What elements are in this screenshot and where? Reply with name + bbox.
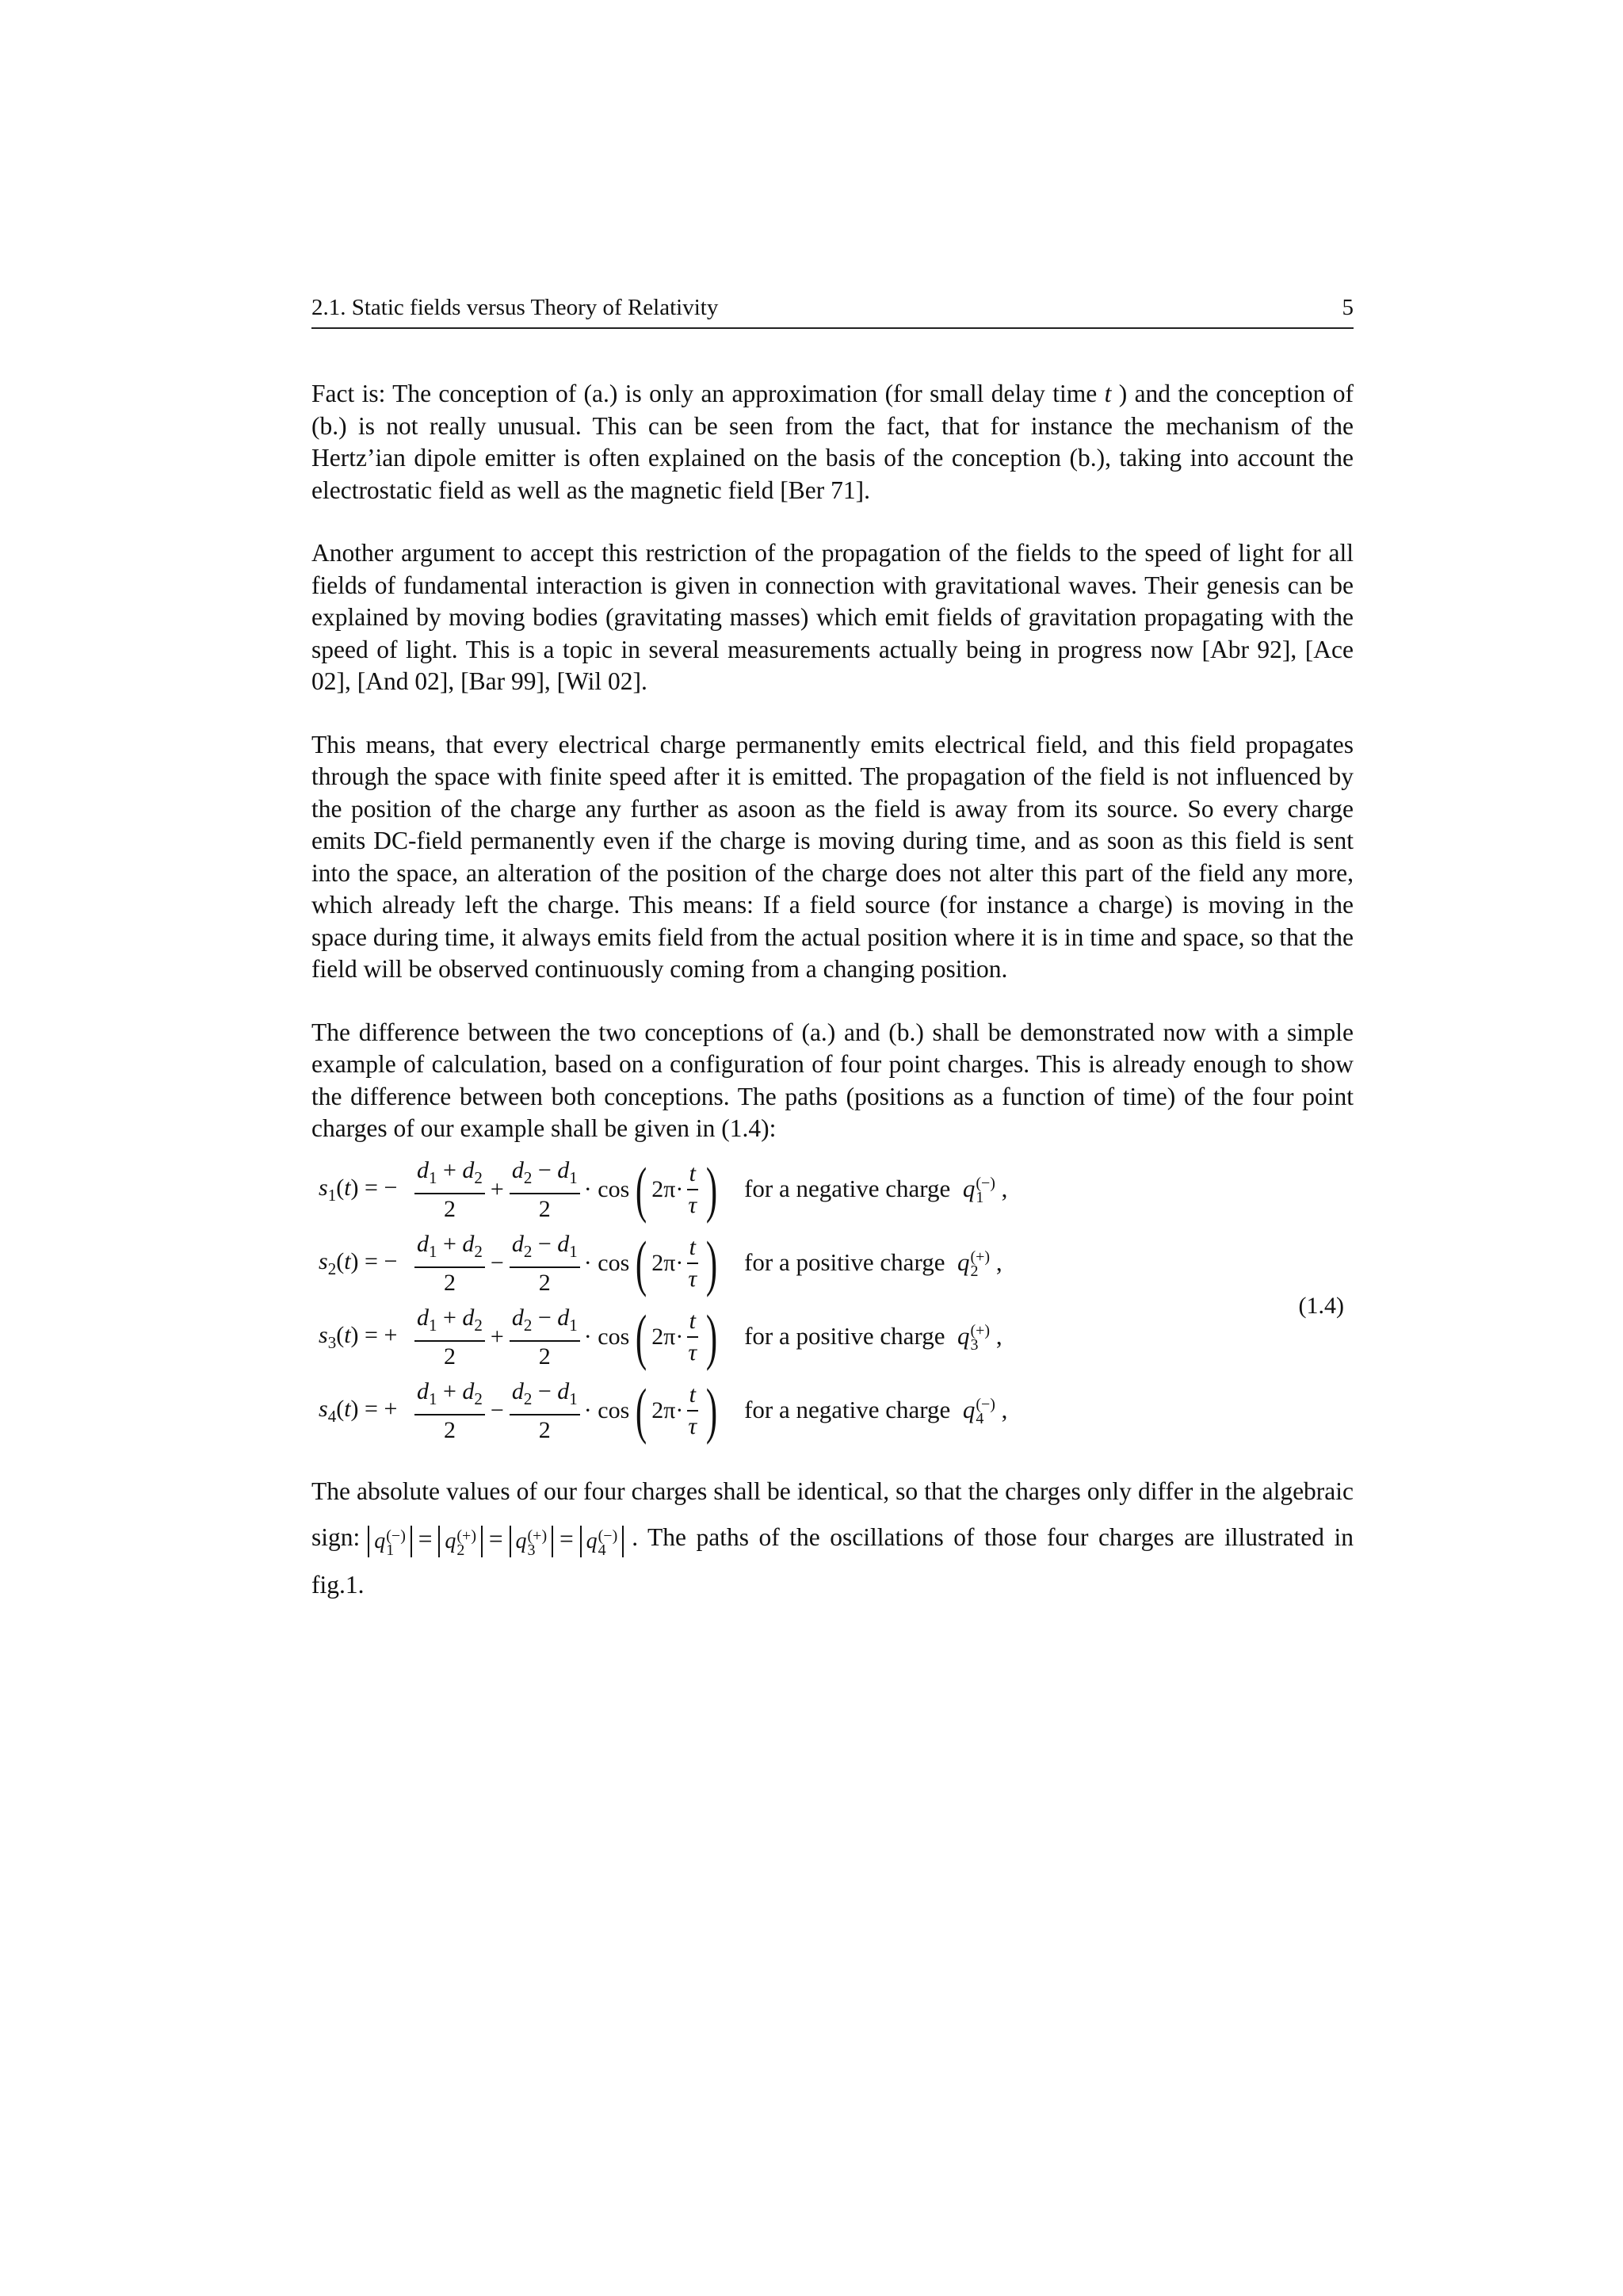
paragraph-1: Fact is: The conception of (a.) is only an approximation (for small delay time t ) and the conception of (b.) is not really unusual. This can be seen from the fact, that for instance the mechanism of the Hertz’ian dipole emitter is often explained on the basis of the conception (b.), taking into account the electrostatic field as well as the magnetic field [Ber 71]. [311,380,1354,504]
eq-lhs: $s_2(t)$ = − [319,1247,398,1278]
eq-charge-label: for a negative charge q (−) 1 , [744,1174,1008,1207]
eq-lhs: $s_4(t)$ = + [319,1395,398,1426]
paragraph-5: The absolute values of our four charges shall be identical, so that the charges only differ in the algebraic sign: q (−) 1 = q (+) 2 = q (+) 3 = q (−) 4 . The paths of the oscillations of those four charges are illustrated in fig.1. [311,1477,1354,1599]
eq-charge-label: for a negative charge q (−) 4 , [744,1395,1008,1428]
eq-charge-label: for a positive charge q (+) 3 , [744,1321,1002,1354]
eq-fraction-diff: $\frac{d_2 - d_1}{2}$ [510,1305,580,1370]
paragraph-2: Another argument to accept this restriction of the propagation of the fields to the speed of light for all fields of fundamental interaction is given in connection with gravitational waves. Their genesis can be explained by moving bodies (gravitating masses) which emit fields of gravitation propagating with the speed of light. This is a topic in several measurements actually being in progress now [Abr 92], [Ace 02], [And 02], [Bar 99], [Wil 02]. [311,539,1354,695]
page-header [311,295,1354,329]
equation-row: $s_4(t)$ = + $\frac{d_1 + d_2}{2}$ − $\frac{d_2 - d_1}{2}$ · cos ( 2π· $\frac{t}{\tau}$ ) for a negative charge q (−) 4 , [319,1376,1008,1445]
eq-lhs: $s_1(t)$ = − [319,1174,398,1205]
equation-number: (1.4) [1298,1292,1344,1319]
eq-charge-label: for a positive charge q (+) 2 , [744,1247,1002,1281]
eq-fraction-diff: $\frac{d_2 - d_1}{2}$ [510,1378,580,1444]
paragraph-3: This means, that every electrical charge permanently emits electrical field, and this field propagates through the space with finite speed after it is emitted. The propagation of the field is not influenced by the position of the charge any further as asoon as the field is away from its source. So every charge emits DC-field permanently even if the charge is moving during time, and as soon as this field is sent into the space, an alteration of the position of the charge does not alter this part of the field any more, which already left the charge. This means: If a field source (for instance a charge) is moving in the space during time, it always emits field from the actual position where it is in time and space, so that the field will be observed continuously coming from a changing position. [311,730,1354,983]
section-title: 2.1. Static fields versus Theory of Relativity [311,295,719,320]
eq-fraction-sum: $\frac{d_1 + d_2}{2}$ [414,1305,485,1370]
abs-equality: q (−) 1 = q (+) 2 = q (+) 3 = q (−) 4 [368,1516,624,1562]
page-number: 5 [1342,295,1354,320]
equation-row: $s_2(t)$ = − $\frac{d_1 + d_2}{2}$ − $\frac{d_2 - d_1}{2}$ · cos ( 2π· $\frac{t}{\tau}$ ) for a positive charge q (+) 2 , [319,1228,1002,1297]
eq-lhs: $s_3(t)$ = + [319,1321,398,1352]
eq-fraction-sum: $\frac{d_1 + d_2}{2}$ [414,1231,485,1297]
equation-row: $s_1(t)$ = − $\frac{d_1 + d_2}{2}$ + $\frac{d_2 - d_1}{2}$ · cos ( 2π· $\frac{t}{\tau}$ ) for a negative charge q (−) 1 , [319,1155,1008,1224]
eq-fraction-diff: $\frac{d_2 - d_1}{2}$ [510,1231,580,1297]
eq-fraction-diff: $\frac{d_2 - d_1}{2}$ [510,1157,580,1223]
paragraph-4: The difference between the two conceptions of (a.) and (b.) shall be demonstrated now with a simple example of calculation, based on a configuration of four point charges. This is already enough to show the difference between both conceptions. The paths (positions as a function of time) of the four point charges of our example shall be given in (1.4): [311,1018,1354,1142]
document-page [311,295,1354,1639]
eq-fraction-sum: $\frac{d_1 + d_2}{2}$ [414,1378,485,1444]
page-content [311,378,1354,1608]
eq-fraction-sum: $\frac{d_1 + d_2}{2}$ [414,1157,485,1223]
equation-row: $s_3(t)$ = + $\frac{d_1 + d_2}{2}$ + $\frac{d_2 - d_1}{2}$ · cos ( 2π· $\frac{t}{\tau}$ ) for a positive charge q (+) 3 , [319,1302,1002,1371]
equation-block [319,1153,1354,1448]
